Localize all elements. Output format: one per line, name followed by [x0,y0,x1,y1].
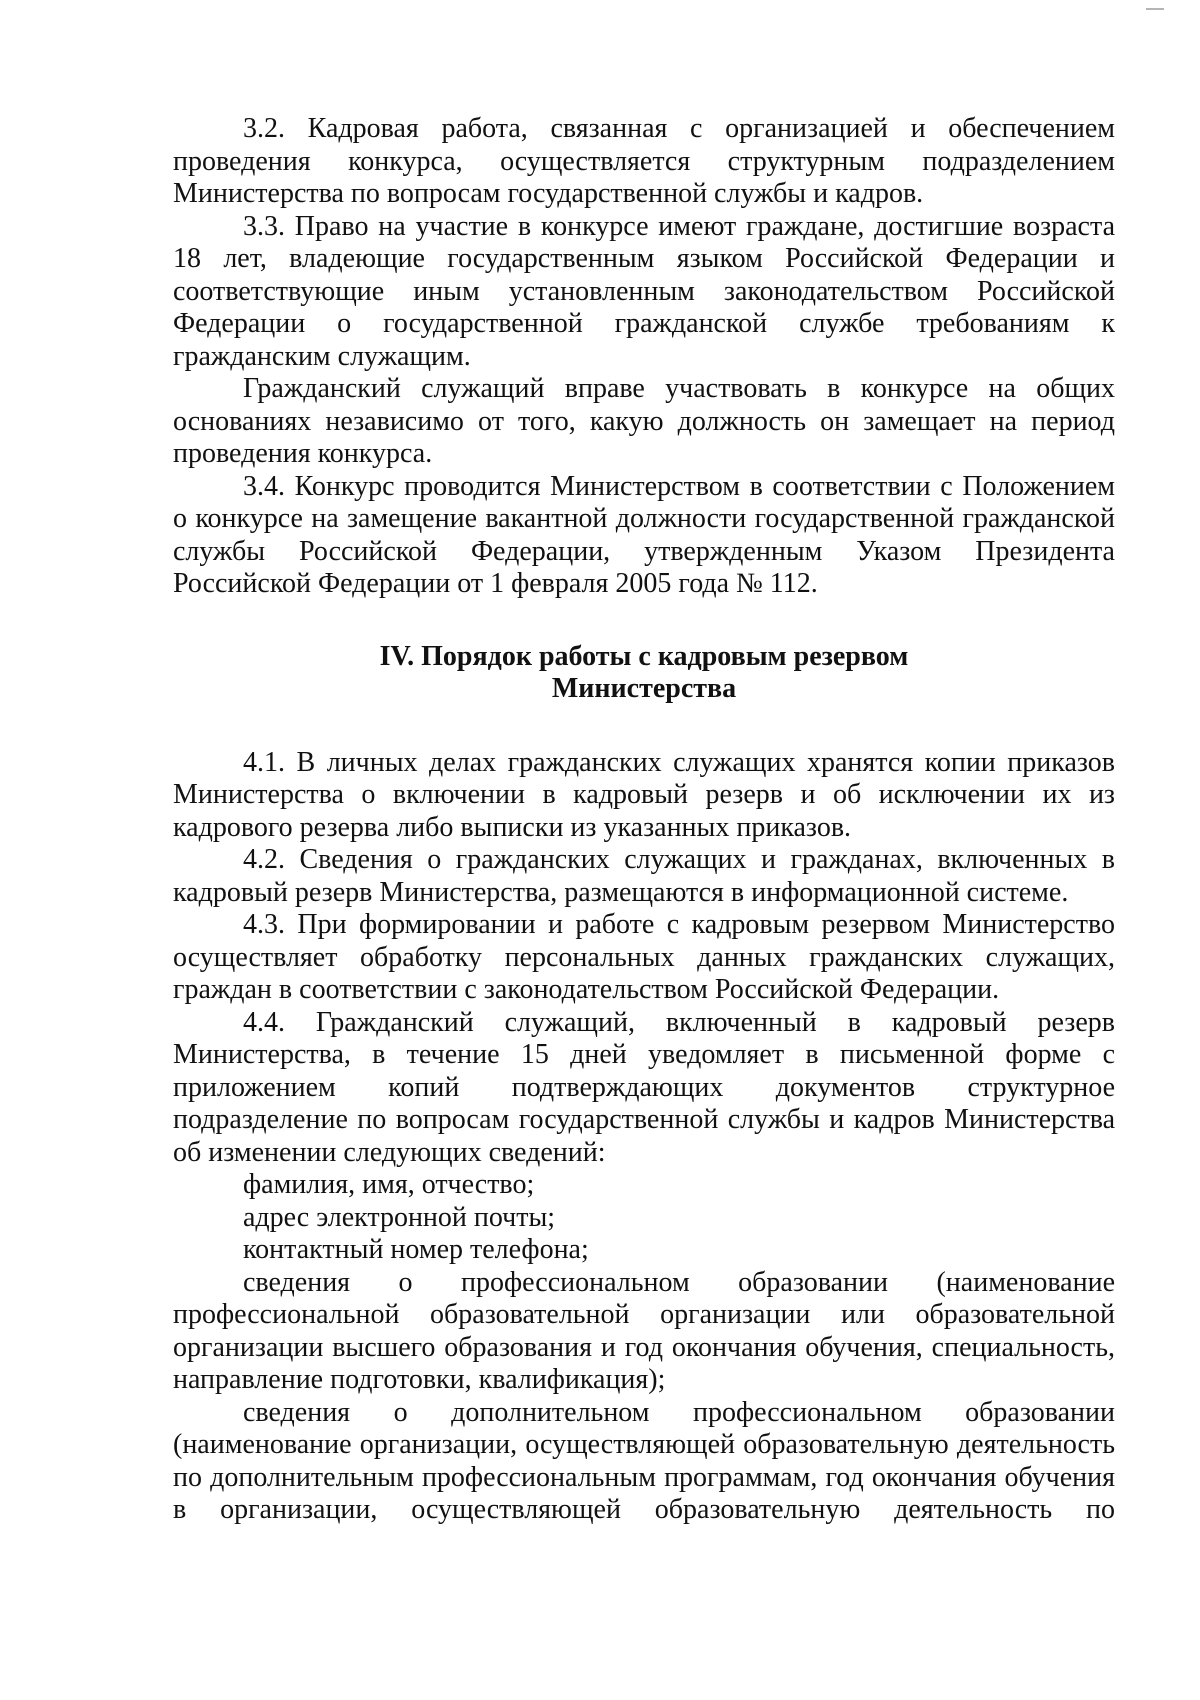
document-body [173,113,1115,1527]
list-item-email: адрес электронной почты; [243,1201,556,1233]
paragraph-4-1: 4.1. В личных делах гражданских служащих хранятся копии приказов Министерства о включении в кадровый резерв и об исключении их из кадрового резерва либо выписки из указанных приказов. [173,746,1115,843]
paragraph-4-3: 4.3. При формировании и работе с кадровым резервом Министерство осуществляет обработку персональных данных гражданских служащих, граждан в соответствии с законодательством Российской Федерации. [173,909,1115,1005]
paragraph-3-2: 3.2. Кадровая работа, связанная с организацией и обеспечением проведения конкурса, осуществляется структурным подразделением Министерства по вопросам государственной службы и кадров. [173,113,1115,209]
section-iv-heading-line-1: IV. Порядок работы с кадровым резервом [379,640,909,672]
paragraph-3-4: 3.4. Конкурс проводится Министерством в соответствии с Положением о конкурсе на замещение вакантной должности государственной гражданской службы Российской Федерации, утвержденным Указом Президента Российской Федерации от 1 февраля 2005 года № 112. [173,470,1115,599]
paragraph-additional-education: сведения о дополнительном профессиональном образовании (наименование организации, осуществляющей образовательную деятельность по дополнительным профессиональным программам, год окончания обучения в организации, осуществляющей образовательную деятельность по [173,1396,1115,1525]
paragraph-4-4: 4.4. Гражданский служащий, включенный в кадровый резерв Министерства, в течение 15 дней уведомляет в письменной форме с приложением копий подтверждающих документов структурное подразделение по вопросам государственной службы и кадров Министерства об изменении следующих сведений: [173,1006,1115,1168]
section-iv-heading [173,641,1115,705]
paragraph-3-3-continuation: Гражданский служащий вправе участвовать в конкурсе на общих основаниях независимо от того, какую должность он замещает на период проведения конкурса. [173,373,1115,469]
list-item-full-name: фамилия, имя, отчество; [243,1169,535,1200]
paragraph-4-2: 4.2. Сведения о гражданских служащих и гражданах, включенных в кадровый резерв Министерства, размещаются в информационной системе. [173,844,1115,908]
scan-mark [1146,8,1164,10]
paragraph-3-3: 3.3. Право на участие в конкурсе имеют граждане, достигшие возраста 18 лет, владеющие государственным языком Российской Федерации и соответствующие иным установленным законодательством Российской Федерации о государственной гражданской службе требованиям к гражданским служащим. [173,210,1115,372]
list-item-phone: контактный номер телефона; [243,1234,589,1265]
section-iv-heading-line-2: Министерства [551,672,737,704]
paragraph-professional-education: сведения о профессиональном образовании (наименование профессиональной образовательной организации или образовательной организации высшего образования и год окончания обучения, специальность, направление подготовки, квалификация); [173,1266,1115,1395]
